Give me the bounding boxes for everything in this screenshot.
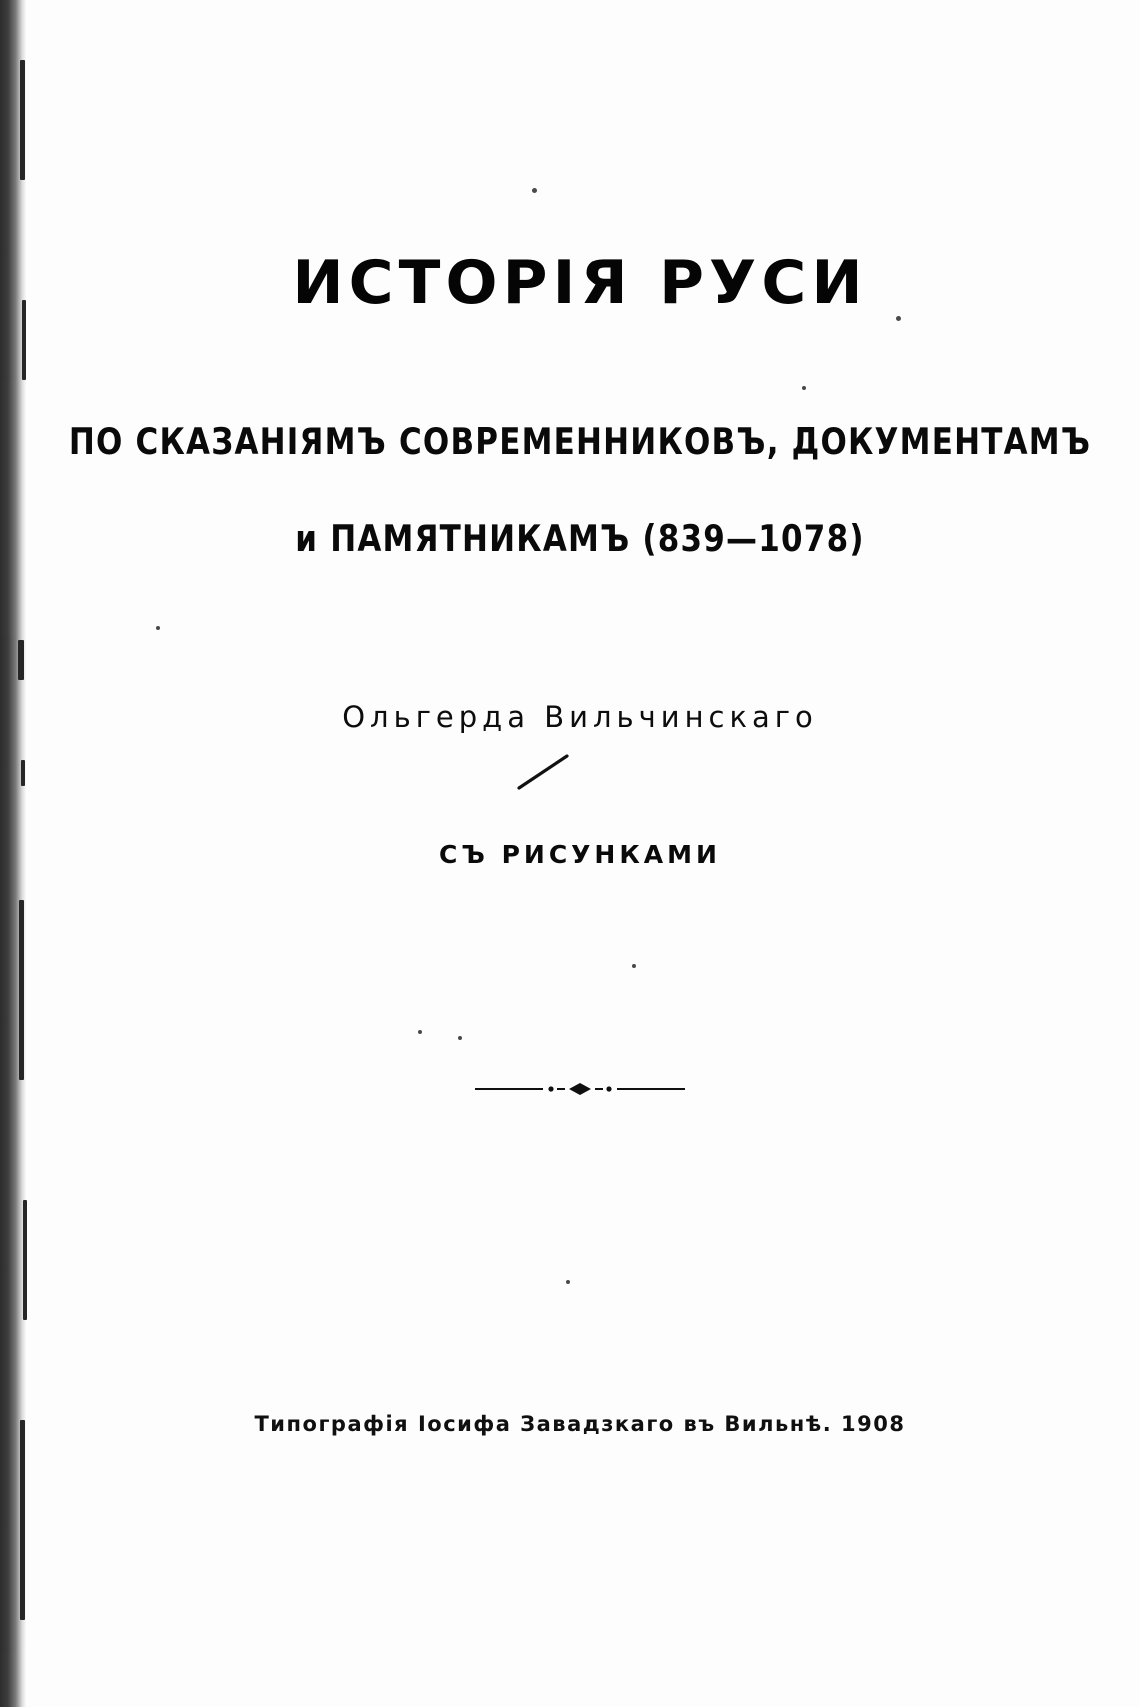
subtitle-line-1: ПО СКАЗАНІЯМЪ СОВРЕМЕННИКОВЪ, ДОКУМЕНТАМЪ — [68, 420, 1092, 464]
scan-speck — [458, 1036, 462, 1040]
divider-ornament-icon — [60, 1078, 1100, 1100]
illustrations-note: СЪ РИСУНКАМИ — [439, 840, 721, 869]
handwritten-pen-mark-icon — [515, 752, 575, 792]
scan-speck — [896, 316, 901, 321]
page-title: ИСТОРІЯ РУСИ — [292, 248, 868, 319]
scan-binding-gutter — [0, 0, 26, 1707]
author-name: Ольгерда Вильчинскаго — [342, 700, 818, 734]
scan-speck — [802, 386, 806, 390]
publisher-imprint: Типографія Іосифа Завадзкаго въ Вильнѣ. 1908 — [254, 1412, 906, 1436]
scan-speck — [532, 188, 537, 193]
subtitle-line-2: и ПАМЯТНИКАМЪ (839—1078) — [295, 517, 865, 561]
scan-speck — [632, 964, 636, 968]
scan-speck — [566, 1280, 570, 1284]
scan-speck — [418, 1030, 422, 1034]
page-content — [60, 0, 1100, 1707]
scan-speck — [156, 626, 160, 630]
